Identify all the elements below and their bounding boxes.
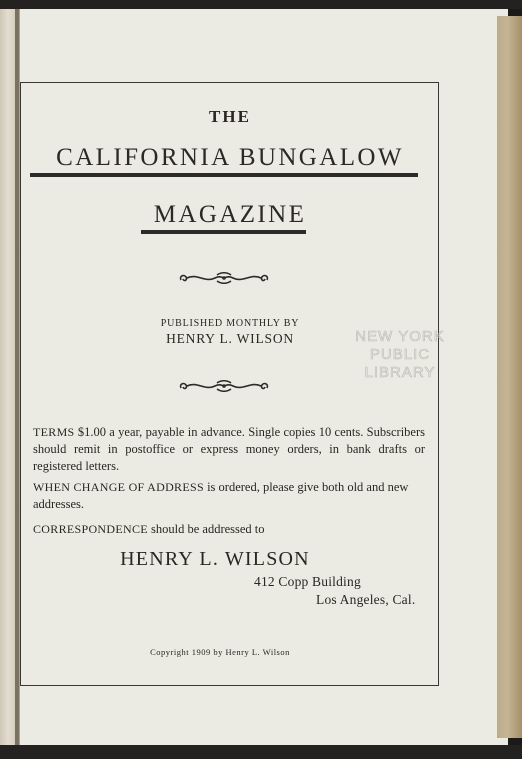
terms-paragraph	[33, 424, 425, 475]
masthead-the: THE	[209, 107, 251, 126]
ornament-icon	[177, 379, 271, 393]
correspondence-text: should be addressed to	[147, 522, 265, 536]
address-line2: Los Angeles, Cal.	[316, 592, 416, 607]
address-name: HENRY L. WILSON	[120, 548, 310, 570]
title-underline	[30, 173, 418, 177]
masthead-title-line2: MAGAZINE	[153, 201, 307, 228]
terms-label: TERMS	[33, 425, 75, 439]
change-of-address-label: WHEN CHANGE OF ADDRESS	[33, 480, 204, 494]
masthead-title-line1: CALIFORNIA BUNGALOW	[56, 144, 404, 171]
correspondence-label: CORRESPONDENCE	[33, 522, 148, 536]
correspondence-paragraph	[33, 521, 425, 538]
scan-bottom-edge	[0, 745, 522, 759]
change-of-address-text: is ordered, please give both old and new addresses.	[33, 480, 409, 511]
stamp-line: LIBRARY	[364, 364, 436, 381]
page-stack-edge	[497, 16, 522, 738]
terms-text: $1.00 a year, payable in advance. Single copies 10 cents. Subscribers should remit in postoffice or express money orders, in bank drafts or registered letters.	[33, 425, 426, 473]
published-by-label: PUBLISHED MONTHLY BY	[160, 318, 300, 329]
stamp-line: NEW YORK	[355, 328, 445, 345]
library-stamp	[345, 328, 455, 382]
stamp-line: PUBLIC	[369, 346, 431, 363]
publisher-name: HENRY L. WILSON	[166, 331, 294, 346]
scan-top-edge	[0, 0, 522, 9]
binding-shadow	[15, 9, 19, 746]
copyright-notice: Copyright 1909 by Henry L. Wilson	[150, 647, 290, 657]
address-line1: 412 Copp Building	[254, 574, 361, 589]
ornament-icon	[177, 271, 271, 285]
change-of-address-paragraph	[33, 479, 425, 513]
title-underline	[141, 230, 306, 234]
